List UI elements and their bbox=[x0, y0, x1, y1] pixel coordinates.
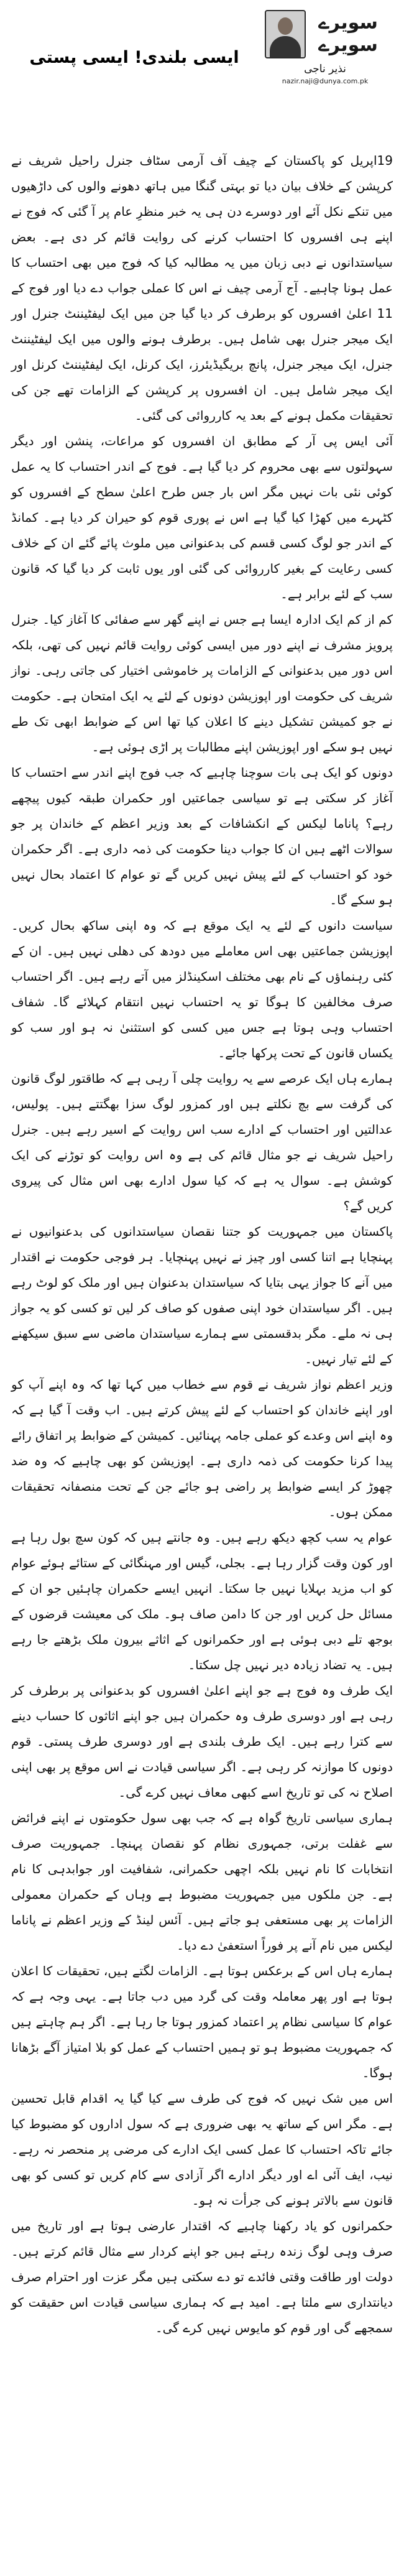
article-paragraph: دونوں کو ایک ہی بات سوچنا چاہیے کہ جب فوج اپنے اندر سے احتساب کا آغاز کر سکتی ہے تو سیاسی جماعتیں اور حکمران طبقہ کیوں پیچھے رہے؟ پاناما لیکس کے انکشافات کے بعد وزیر اعظم کے خاندان پر جو سوالات اٹھے ہیں ان کا جواب دینا حکومت کی ذمہ داری ہے۔ اگر حکمران خود کو احتساب کے لئے پیش نہیں کریں گے تو عوام کا اعتماد بحال نہیں ہو سکے گا۔ bbox=[11, 765, 393, 907]
article-paragraph: عوام یہ سب کچھ دیکھ رہے ہیں۔ وہ جانتے ہیں کہ کون سچ بول رہا ہے اور کون وقت گزار رہا ہے۔ بجلی، گیس اور مہنگائی کے ستائے ہوئے عوام کو اب مزید بہلایا نہیں جا سکتا۔ انہیں ایسے حکمران چاہئیں جو ان کے مسائل حل کریں اور جن کا دامن صاف ہو۔ ملک کی معیشت قرضوں کے بوجھ تلے دبی ہوئی ہے اور حکمرانوں کے اثاثے بیرون ملک بڑھتے جا رہے ہیں۔ یہ تضاد زیادہ دیر نہیں چل سکتا۔ bbox=[11, 1530, 393, 1672]
article-paragraph: سیاست دانوں کے لئے یہ ایک موقع ہے کہ وہ اپنی ساکھ بحال کریں۔ اپوزیشن جماعتیں بھی اس معاملے میں دودھ کی دھلی نہیں ہیں۔ ان کے کئی رہنماؤں کے نام بھی مختلف اسکینڈلز میں آتے رہے ہیں۔ اگر احتساب صرف مخالفین کا ہوگا تو یہ احتساب نہیں انتقام کہلائے گا۔ شفاف احتساب وہی ہوتا ہے جس میں کسی کو استثنیٰ نہ ہو اور سب کو یکساں قانون کے تحت پرکھا جائے۔ bbox=[11, 918, 393, 1060]
article-paragraph: ہمارے ہاں اس کے برعکس ہوتا ہے۔ الزامات لگتے ہیں، تحقیقات کا اعلان ہوتا ہے اور پھر معاملہ وقت کی گرد میں دب جاتا ہے۔ یہی وجہ ہے کہ عوام کا سیاسی نظام پر اعتماد کمزور ہوتا جا رہا ہے۔ اگر ہم چاہتے ہیں کہ جمہوریت مضبوط ہو تو ہمیں احتساب کے عمل کو بلا امتیاز آگے بڑھانا ہوگا۔ bbox=[11, 1963, 393, 2080]
article-paragraph: آئی ایس پی آر کے مطابق ان افسروں کو مراعات، پنشن اور دیگر سہولتوں سے بھی محروم کر دیا گیا ہے۔ فوج کے اندر احتساب کا یہ عمل کوئی نئی بات نہیں مگر اس بار جس طرح اعلیٰ سطح کے افسروں کو کٹہرے میں کھڑا کیا گیا ہے اس نے پوری قوم کو حیران کر دیا ہے۔ کمانڈ کے اندر جو لوگ کسی قسم کی بدعنوانی میں ملوث پائے گئے ان کے خلاف کسی رعایت کے بغیر کارروائی کی گئی اور یوں ثابت کر دیا گیا کہ قانون سب کے لئے برابر ہے۔ bbox=[11, 433, 393, 601]
article-paragraph: ایک طرف وہ فوج ہے جو اپنے اعلیٰ افسروں کو بدعنوانی پر برطرف کر رہی ہے اور دوسری طرف وہ حکمران ہیں جو اپنے اثاثوں کا حساب دینے سے کترا رہے ہیں۔ ایک طرف بلندی ہے اور دوسری طرف پستی۔ قوم دونوں کا موازنہ کر رہی ہے۔ اگر سیاسی قیادت نے اس موقع پر بھی اپنی اصلاح نہ کی تو تاریخ اسے کبھی معاف نہیں کرے گی۔ bbox=[11, 1683, 393, 1800]
article-paragraph: 19اپریل کو پاکستان کے چیف آف آرمی سٹاف جنرل راحیل شریف نے کرپشن کے خلاف بیان دیا تو بہتی گنگا میں ہاتھ دھونے والوں کی داڑھیوں میں تنکے نکل آئے اور دوسرے دن ہی یہ خبر منظرِ عام پر آ گئی کہ فوج نے اپنے ہی افسروں کا احتساب کرنے کی روایت قائم کر دی ہے۔ بعض سیاستدانوں نے دبی زبان میں یہ مطالبہ کیا کہ فوج میں بھی احتساب کا عمل ہونا چاہیے۔ آج آرمی چیف نے اس کا عملی جواب دے دیا اور فوج کے 11 اعلیٰ افسروں کو برطرف کر دیا گیا جن میں ایک لیفٹیننٹ جنرل اور ایک میجر جنرل بھی شامل ہیں۔ برطرف ہونے والوں میں ایک لیفٹیننٹ جنرل، ایک میجر جنرل، پانچ بریگیڈیئرز، ایک کرنل، ایک لیفٹیننٹ کرنل اور ایک میجر شامل ہیں۔ ان افسروں پر کرپشن کے الزامات تھے جن کی تحقیقات مکمل ہونے کے بعد یہ کارروائی کی گئی۔ bbox=[11, 153, 393, 423]
column-logo-wordmark bbox=[265, 10, 385, 58]
article-paragraph: حکمرانوں کو یاد رکھنا چاہیے کہ اقتدار عارضی ہوتا ہے اور تاریخ میں صرف وہی لوگ زندہ رہتے ہیں جو اپنے کردار سے مثال قائم کرتے ہیں۔ دولت اور طاقت وقتی فائدے تو دے سکتی ہیں مگر عزت اور احترام صرف دیانتداری سے ملتا ہے۔ امید ہے کہ ہماری سیاسی قیادت اس حقیقت کو سمجھے گی اور قوم کو مایوس نہیں کرے گی۔ bbox=[11, 2218, 393, 2335]
article-paragraph: ہماری سیاسی تاریخ گواہ ہے کہ جب بھی سول حکومتوں نے اپنے فرائض سے غفلت برتی، جمہوری نظام کو نقصان پہنچا۔ جمہوریت صرف انتخابات کا نام نہیں بلکہ اچھی حکمرانی، شفافیت اور جوابدہی کا نام ہے۔ جن ملکوں میں جمہوریت مضبوط ہے وہاں کے حکمران معمولی الزامات پر بھی مستعفی ہو جاتے ہیں۔ آئس لینڈ کے وزیر اعظم نے پاناما لیکس میں نام آنے پر فوراً استعفیٰ دے دیا۔ bbox=[11, 1810, 393, 1953]
columnist-name: نذیر ناجی bbox=[304, 63, 346, 75]
article-headline: ایسی بلندی! ایسی پستی bbox=[29, 48, 239, 67]
article-body bbox=[11, 148, 393, 2341]
columnist-email: nazir.naji@dunya.com.pk bbox=[282, 77, 369, 85]
article-paragraph: پاکستان میں جمہوریت کو جتنا نقصان سیاستدانوں کی بدعنوانیوں نے پہنچایا ہے اتنا کسی اور چیز نے نہیں پہنچایا۔ ہر فوجی حکومت نے اقتدار میں آنے کا جواز یہی بتایا کہ سیاستدان بدعنوان ہیں اور ملک کو لوٹ رہے ہیں۔ اگر سیاستدان خود اپنی صفوں کو صاف کر لیں تو کسی کو یہ جواز ہی نہ ملے۔ مگر بدقسمتی سے ہمارے سیاستدان ماضی سے سبق سیکھنے کے لئے تیار نہیں۔ bbox=[11, 1224, 393, 1366]
article-paragraph: ہمارے ہاں ایک عرصے سے یہ روایت چلی آ رہی ہے کہ طاقتور لوگ قانون کی گرفت سے بچ نکلتے ہیں اور کمزور لوگ سزا بھگتتے ہیں۔ پولیس، عدالتیں اور احتساب کے ادارے سب اس روایت کے اسیر رہے ہیں۔ جنرل راحیل شریف نے جو مثال قائم کی ہے وہ اس روایت کو توڑنے کی ایک کوشش ہے۔ سوال یہ ہے کہ کیا سول ادارے بھی اس مثال کی پیروی کریں گے؟ bbox=[11, 1071, 393, 1213]
column-logo bbox=[257, 10, 393, 86]
columnist-portrait-icon bbox=[265, 10, 306, 58]
portrait-head bbox=[278, 17, 293, 35]
article-paragraph: وزیر اعظم نواز شریف نے قوم سے خطاب میں کہا تھا کہ وہ اپنے آپ کو اور اپنے خاندان کو احتساب کے لئے پیش کرتے ہیں۔ اب وقت آ گیا ہے کہ وہ اپنے اس وعدے کو عملی جامہ پہنائیں۔ کمیشن کے ضوابط پر اتفاق رائے پیدا کرنا حکومت کی ذمہ داری ہے۔ اپوزیشن کو بھی چاہیے کہ وہ ضد چھوڑ کر ایسے ضوابط پر راضی ہو جائے جن کے تحت منصفانہ تحقیقات ممکن ہوں۔ bbox=[11, 1377, 393, 1519]
portrait-shoulders bbox=[270, 36, 301, 58]
article-paragraph: اس میں شک نہیں کہ فوج کی طرف سے کیا گیا یہ اقدام قابل تحسین ہے۔ مگر اس کے ساتھ یہ بھی ضروری ہے کہ سول اداروں کو مضبوط کیا جائے تاکہ احتساب کا عمل کسی ایک ادارے کی مرضی پر منحصر نہ رہے۔ نیب، ایف آئی اے اور دیگر ادارے اگر آزادی سے کام کریں تو کسی کو بھی قانون سے بالاتر ہونے کی جرأت نہ ہو۔ bbox=[11, 2091, 393, 2208]
column-masthead bbox=[11, 10, 393, 96]
article-paragraph: کم از کم ایک ادارہ ایسا ہے جس نے اپنے گھر سے صفائی کا آغاز کیا۔ جنرل پرویز مشرف نے اپنے دور میں ایسی کوئی روایت قائم نہیں کی تھی، بلکہ اس دور میں بدعنوانی کے الزامات پر خاموشی اختیار کی جاتی رہی۔ نواز شریف کی حکومت اور اپوزیشن دونوں کے لئے یہ ایک امتحان ہے۔ حکومت نے جو کمیشن تشکیل دینے کا اعلان کیا تھا اس کے ضوابط ابھی تک طے نہیں ہو سکے اور اپوزیشن اپنے مطالبات پر اڑی ہوئی ہے۔ bbox=[11, 612, 393, 754]
column-logo-text: سویرے سویرے bbox=[318, 12, 378, 56]
